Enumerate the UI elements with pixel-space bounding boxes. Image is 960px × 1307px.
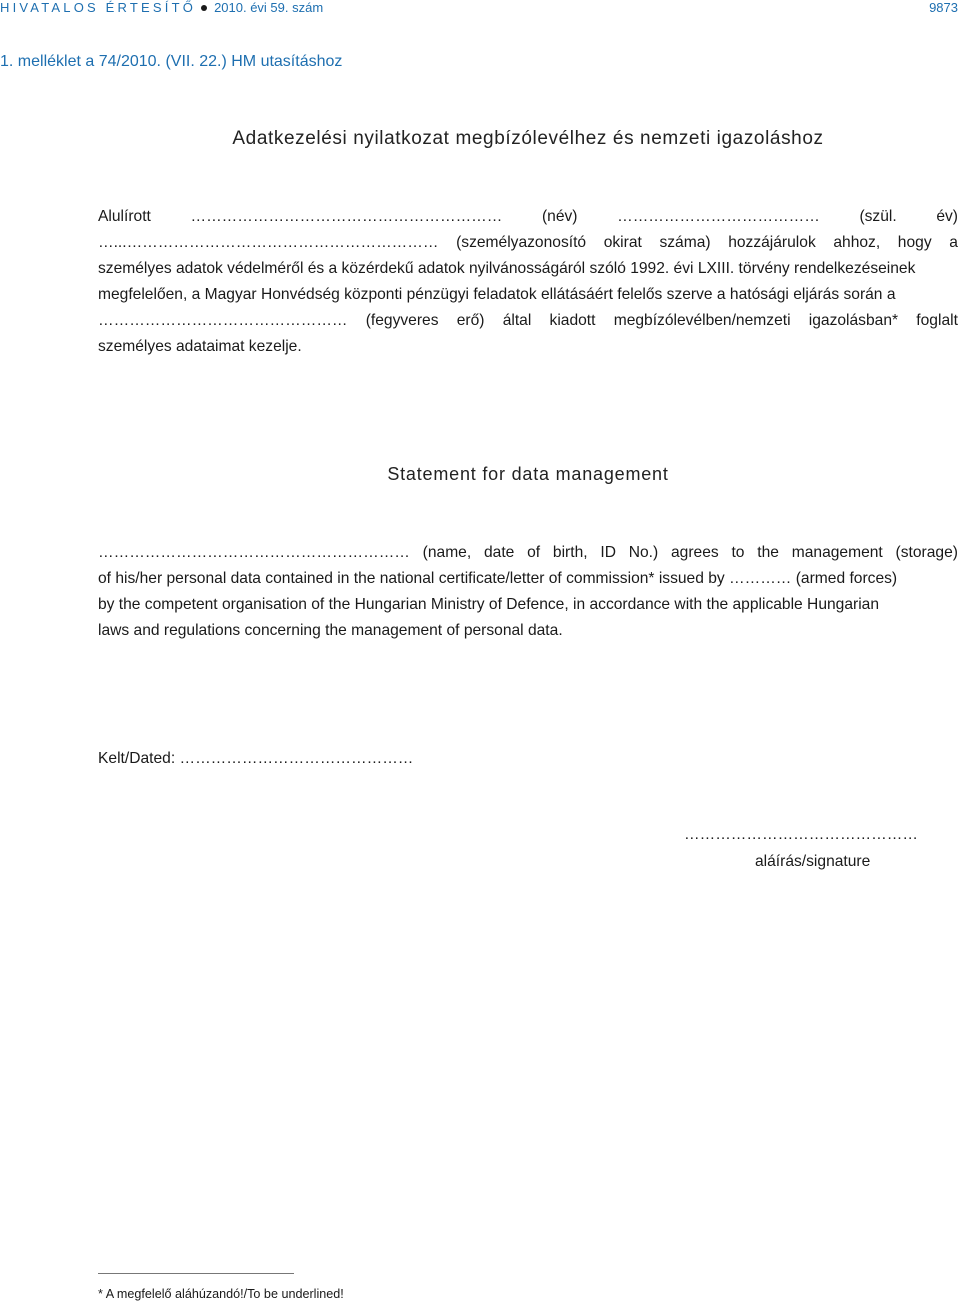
id-number-blank: …...…………………………………………………… [98,234,439,251]
footnote: * A megfelelő aláhúzandó!/To be underlined! [98,1287,344,1301]
word: megbízólevélben/nemzeti [613,312,791,329]
word: agrees [671,544,719,561]
header-left [0,0,323,15]
word: (name, [422,544,472,561]
date-field-label: Kelt/Dated: ……………………………………… [98,750,414,767]
word: ahhoz, [833,234,881,251]
en-line-3: by the competent organisation of the Hungarian Ministry of Defence, in accordance with the applicable Hungarian [98,596,880,613]
word: date [483,544,515,561]
en-line-1 [98,540,958,566]
word: által [502,312,532,329]
hu-line-3: személyes adatok védelméről és a közérdekű adatok nyilvánosságáról szóló 1992. évi LXIII. törvény rendelkezéseinek [98,260,916,277]
hu-line-6: személyes adataimat kezelje. [98,338,302,355]
word: kiadott [549,312,596,329]
publication-name: HIVATALOS ÉRTESÍTŐ [0,0,197,15]
hu-line-2 [98,230,958,256]
word: hozzájárulok [728,234,816,251]
hungarian-title-text: Adatkezelési nyilatkozat megbízólevélhez és nemzeti igazoláshoz [232,128,824,149]
word: of [527,544,541,561]
word: okirat [603,234,642,251]
word: to [731,544,745,561]
word: igazolásban* [808,312,899,329]
word: a [949,234,958,251]
word: birth, [552,544,588,561]
english-statement [98,540,958,644]
word: (név) [541,208,578,225]
signature-label: aláírás/signature [755,853,871,870]
name-blank: …………………………………………………… [190,208,503,225]
page-number: 9873 [929,0,958,15]
page-header [0,0,958,16]
hungarian-title [0,128,960,150]
word: hogy [897,234,932,251]
english-title [0,464,960,485]
word: ID [600,544,616,561]
bullet-icon [201,5,207,11]
hungarian-statement [98,204,958,360]
word: (szül. [859,208,897,225]
signature-line: ……………………………………… [684,826,918,843]
word: (storage) [895,544,958,561]
footnote-divider [98,1273,294,1274]
word: erő) [456,312,485,329]
hu-line-1 [98,204,958,230]
word: foglalt [916,312,958,329]
word: the [757,544,779,561]
edition-label: 2010. évi 59. szám [214,0,324,15]
word: management [791,544,883,561]
hu-line-4: megfelelően, a Magyar Honvédség központi pénzügyi feladatok ellátásáért felelős szerve a hatósági eljárás során a [98,286,896,303]
word: száma) [659,234,711,251]
word: (személyazonosító [456,234,587,251]
word: Alulírott [98,208,151,225]
en-line-2: of his/her personal data contained in the national certificate/letter of commission* issued by ………… (armed forces) [98,570,898,587]
annex-reference: 1. melléklet a 74/2010. (VII. 22.) HM utasításhoz [0,53,343,70]
english-title-text: Statement for data management [387,464,669,484]
armed-forces-blank: ………………………………………… [98,312,348,329]
name-dob-id-blank: …………………………………………………… [98,544,410,561]
word: (fegyveres [365,312,439,329]
word: No.) [628,544,659,561]
en-line-4: laws and regulations concerning the management of personal data. [98,622,563,639]
word: év) [936,208,958,225]
birth-year-blank: ………………………………… [617,208,820,225]
hu-line-5 [98,308,958,334]
